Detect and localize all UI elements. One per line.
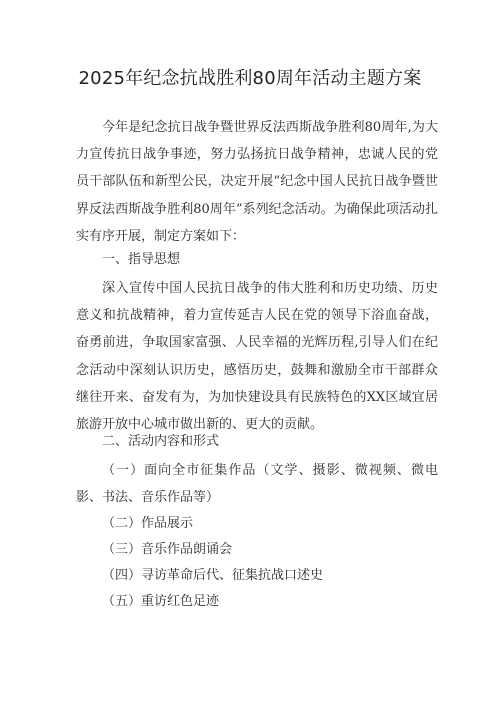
- activity-item-2: （二）作品展示: [102, 516, 194, 531]
- activity-item-4: （四）寻访革命后代、征集抗战口述史: [102, 568, 324, 583]
- guiding-ideology-paragraph: 深入宣传中国人民抗日战争的伟大胜利和历史功绩、历史意义和抗战精神，着力宣传延吉人民在党的领导下浴血奋战，奋勇前进，争取国家富强、人民幸福的光辉历程,引导人们在纪念活动中深刻认识历史，感悟历史，鼓舞和激励全市干部群众继往开来、奋发有为，为加快建设具有民族特色的XX区域宜居旅游开放中心城市做出新的、更大的贡献。: [76, 281, 438, 433]
- section-heading-guiding-ideology: 一、指导思想: [102, 252, 181, 267]
- document-title: 2025年纪念抗战胜利80周年活动主题方案: [78, 68, 422, 89]
- activity-item-3: （三）音乐作品朗诵会: [102, 542, 233, 557]
- activity-item-5: （五）重访红色足迹: [102, 594, 220, 609]
- activity-item-1: （一）面向全市征集作品（文学、摄影、微视频、微电影、书法、音乐作品等）: [76, 463, 438, 506]
- section-heading-activities: 二、活动内容和形式: [102, 434, 220, 449]
- intro-paragraph: 今年是纪念抗日战争暨世界反法西斯战争胜利80周年,为大力宣传抗日战争事迹，努力弘扬抗日战争精神，忠诚人民的党员干部队伍和新型公民，决定开展“纪念中国人民抗日战争暨世界反法西斯战争胜利80周年”系列纪念活动。为确保此项活动扎实有序开展，制定方案如下：: [76, 120, 438, 244]
